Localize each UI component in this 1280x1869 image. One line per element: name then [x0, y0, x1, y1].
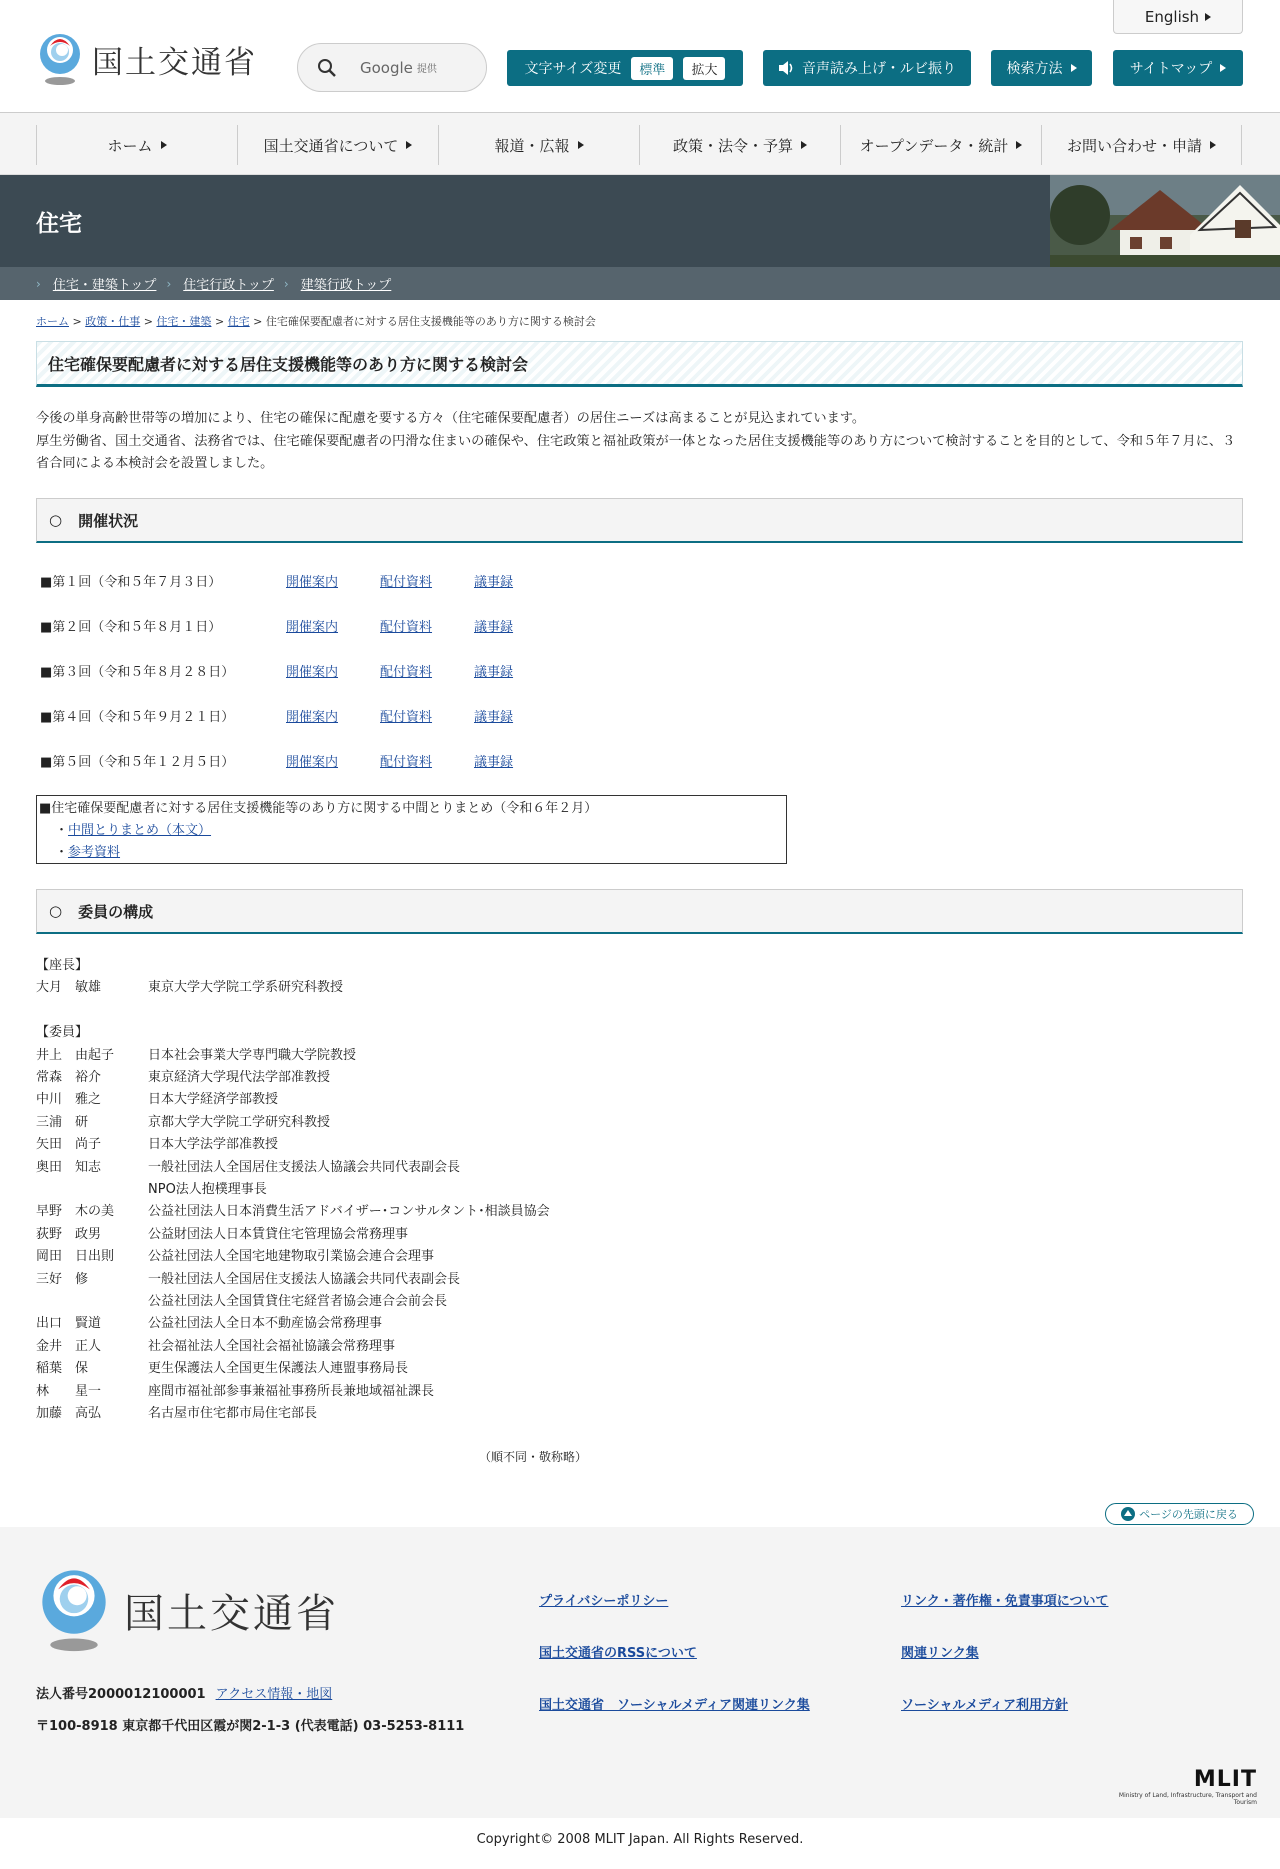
breadcrumb-home[interactable]: ホーム [36, 315, 69, 328]
mlit-wordmark-sub: Ministry of Land, Infrastructure, Transport and Tourism [1118, 1792, 1257, 1806]
member-name: 金井 正人 [36, 1338, 102, 1354]
intro-text [36, 408, 1243, 476]
mlit-wordmark-logo [1101, 1767, 1257, 1806]
gnav-item-press[interactable] [438, 125, 639, 165]
site-header [0, 0, 1280, 112]
arrow-right-icon [578, 141, 584, 149]
gnav-item-home[interactable] [36, 125, 237, 165]
member-name: 三浦 研 [36, 1114, 89, 1130]
member-affiliation: NPO法人抱樸理事長 [148, 1182, 267, 1198]
member-rows [36, 1045, 550, 1426]
english-label: English [1144, 7, 1200, 26]
meeting-notice-link[interactable]: 開催案内 [286, 665, 339, 680]
breadcrumb-sep: > [214, 315, 225, 328]
member-row [36, 1358, 550, 1380]
member-affiliation: 日本大学経済学部教授 [148, 1092, 279, 1108]
gnav-item-about[interactable] [237, 125, 438, 165]
search-provided-label: 提供 [416, 64, 437, 75]
chevron-right-icon: › [166, 276, 172, 291]
arrow-right-icon [1071, 64, 1077, 72]
footer-logo-text: 国土交通省 [124, 1590, 339, 1637]
gnav-label: 報道・広報 [494, 136, 570, 155]
gnav-label: ホーム [107, 136, 153, 155]
subnav-link-building-admin[interactable]: 建築行政トップ [300, 278, 392, 293]
footer-logo[interactable] [36, 1567, 339, 1653]
member-row [36, 1112, 550, 1134]
member-affiliation: 一般社団法人全国居住支援法人協議会共同代表副会長 [148, 1271, 461, 1287]
arrow-right-icon [406, 141, 412, 149]
member-affiliation: 公益社団法人全日本不動産協会常務理事 [148, 1316, 383, 1332]
font-size-large-button[interactable]: 拡大 [683, 57, 725, 80]
privacy-policy-link[interactable]: プライバシーポリシー [539, 1594, 669, 1609]
back-to-top-button[interactable] [1105, 1503, 1254, 1525]
english-button[interactable] [1113, 0, 1243, 34]
member-name: 稲葉 保 [36, 1361, 89, 1377]
meeting-row [40, 751, 555, 770]
sitemap-label: サイトマップ [1129, 61, 1213, 77]
arrow-right-icon [801, 141, 807, 149]
chevron-right-icon: › [36, 276, 41, 291]
section-heading-status [36, 498, 1243, 543]
members-heading: 【委員】 [36, 1025, 89, 1041]
meeting-label: ■第１回（令和５年７月３日） [40, 575, 222, 590]
member-row [36, 1246, 550, 1268]
member-name: 岡田 日出則 [36, 1249, 115, 1265]
meeting-minutes-link[interactable]: 議事録 [474, 575, 514, 590]
spacer [36, 1000, 550, 1022]
member-name: 三好 修 [36, 1271, 89, 1287]
member-name: 井上 由起子 [36, 1047, 115, 1063]
arrow-right-icon [1220, 64, 1226, 72]
sitemap-button[interactable] [1113, 50, 1243, 86]
bullet-dot: ・ [55, 845, 69, 860]
member-row [36, 1224, 550, 1246]
search-icon[interactable] [316, 57, 338, 79]
member-affiliation: 社会福祉法人全国社会福祉協議会常務理事 [148, 1338, 396, 1354]
meeting-materials-link[interactable]: 配付資料 [380, 755, 433, 770]
back-to-top-label: ページの先頭に戻る [1139, 1508, 1238, 1521]
subnav-link-housing-admin[interactable]: 住宅行政トップ [183, 278, 274, 293]
member-affiliation: 一般社団法人全国居住支援法人協議会共同代表副会長 [148, 1159, 461, 1175]
meeting-label: ■第２回（令和５年８月１日） [40, 620, 222, 635]
chair-heading: 【座長】 [36, 958, 89, 973]
meeting-notice-link[interactable]: 開催案内 [286, 755, 339, 770]
member-affiliation: 名古屋市住宅都市局住宅部長 [148, 1406, 318, 1422]
member-name: 大月 敏雄 [36, 980, 102, 996]
member-name: 常森 裕介 [36, 1070, 102, 1086]
search-method-button[interactable] [991, 50, 1092, 86]
member-name: 加藤 高弘 [36, 1406, 102, 1422]
house-photo [1050, 175, 1280, 267]
member-row [36, 1179, 550, 1201]
member-row [36, 1403, 550, 1425]
summary-item [39, 820, 786, 842]
social-media-links-link[interactable]: 国土交通省 ソーシャルメディア関連リンク集 [539, 1698, 810, 1713]
site-search-box[interactable] [297, 43, 487, 92]
gnav-label: お問い合わせ・申請 [1066, 136, 1202, 155]
meeting-notice-link[interactable]: 開催案内 [286, 575, 339, 590]
summary-title: ■住宅確保要配慮者に対する居住支援機能等のあり方に関する中間とりまとめ（令和６年２月） [39, 801, 598, 816]
breadcrumb-housing[interactable]: 住宅 [227, 315, 250, 328]
member-affiliation: 公益社団法人日本消費生活アドバイザー･コンサルタント･相談員協会 [148, 1204, 550, 1220]
footer-address: 〒100-8918 東京都千代田区霞が関2-1-3 (代表電話) 03-5253-8111 [36, 1719, 465, 1734]
mlit-emblem-icon [36, 1567, 112, 1653]
search-method-label: 検索方法 [1006, 61, 1063, 77]
meeting-materials-link[interactable]: 配付資料 [380, 620, 433, 635]
summary-reference-link[interactable]: 参考資料 [68, 845, 121, 860]
arrow-right-icon [1016, 141, 1022, 149]
logo-text: 国土交通省 [92, 44, 257, 81]
meeting-row [40, 661, 555, 680]
arrow-right-icon [1205, 13, 1211, 21]
meeting-row [40, 706, 555, 725]
speaker-icon [778, 61, 794, 75]
meeting-label: ■第３回（令和５年８月２８日） [40, 665, 235, 680]
copyright: Copyright© 2008 MLIT Japan. All Rights Reserved. [0, 1818, 1280, 1869]
meeting-notice-link[interactable]: 開催案内 [286, 620, 339, 635]
member-affiliation: 東京経済大学現代法学部准教授 [148, 1070, 331, 1086]
member-affiliation: 座間市福祉部参事兼福祉事務所長兼地域福祉課長 [148, 1383, 435, 1399]
meeting-minutes-link[interactable]: 議事録 [474, 710, 514, 725]
section-title: 委員の構成 [78, 902, 154, 921]
font-size-standard-button[interactable]: 標準 [631, 57, 673, 80]
access-map-link[interactable]: アクセス情報・地図 [215, 1687, 333, 1702]
search-engine-label: Google [360, 58, 413, 77]
gnav-item-policy[interactable] [639, 125, 840, 165]
text-to-speech-button[interactable] [763, 50, 971, 86]
copyright-disclaimer-link[interactable]: リンク・著作権・免責事項について [901, 1594, 1109, 1609]
section-title: 開催状況 [78, 511, 139, 530]
arrow-right-icon [161, 141, 167, 149]
font-size-label: 文字サイズ変更 [524, 61, 622, 77]
interim-summary-box [36, 795, 787, 864]
member-row [36, 1089, 550, 1111]
member-affiliation: 京都大学大学院工学研究科教授 [148, 1114, 331, 1130]
social-media-policy-link[interactable]: ソーシャルメディア利用方針 [901, 1698, 1069, 1713]
member-affiliation: 公益財団法人日本賃貸住宅管理協会常務理事 [148, 1226, 409, 1242]
arrow-right-icon [1210, 141, 1216, 149]
arrow-up-icon [1121, 1507, 1135, 1521]
summary-item [39, 842, 786, 864]
section-heading-members [36, 889, 1243, 934]
meeting-materials-link[interactable]: 配付資料 [380, 665, 433, 680]
breadcrumb-sep: > [253, 315, 263, 328]
gnav-label: オープンデータ・統計 [859, 136, 1009, 155]
breadcrumb-sep: > [143, 315, 153, 328]
gnav-label: 国土交通省について [263, 136, 399, 155]
chevron-right-icon: › [283, 276, 289, 291]
member-name: 矢田 尚子 [36, 1137, 102, 1153]
subnav-link-housing-top[interactable]: 住宅・建築トップ [52, 278, 157, 293]
breadcrumb-policy[interactable]: 政策・仕事 [85, 315, 141, 328]
member-name: 出口 賢道 [36, 1316, 102, 1332]
member-name [36, 1291, 148, 1313]
member-row [36, 1157, 550, 1179]
gnav-item-contact[interactable] [1041, 125, 1242, 165]
member-name: 奥田 知志 [36, 1159, 102, 1175]
member-affiliation: 公益社団法人全国宅地建物取引業協会連合会理事 [148, 1249, 435, 1265]
font-size-switcher [507, 50, 743, 86]
meeting-notice-link[interactable]: 開催案内 [286, 710, 339, 725]
mlit-emblem-icon [36, 32, 84, 86]
intro-paragraph: 今後の単身高齢世帯等の増加により、住宅の確保に配慮を要する方々（住宅確保要配慮者）の居住ニーズは高まることが見込まれています。 [36, 411, 866, 426]
global-nav [0, 112, 1280, 175]
member-row [36, 1313, 550, 1335]
meeting-row [40, 571, 555, 590]
order-note: （順不同・敬称略） [479, 1450, 588, 1464]
member-row [36, 1269, 550, 1291]
member-row [36, 1067, 550, 1089]
meeting-row [40, 616, 555, 635]
mlit-wordmark: MLIT [1193, 1767, 1257, 1792]
category-banner [0, 175, 1280, 267]
member-name: 中川 雅之 [36, 1092, 102, 1108]
related-links-link[interactable]: 関連リンク集 [901, 1646, 979, 1661]
member-affiliation: 東京大学大学院工学系研究科教授 [148, 980, 344, 996]
member-name: 荻野 政男 [36, 1226, 102, 1242]
member-affiliation: 日本大学法学部准教授 [148, 1137, 279, 1153]
tts-label: 音声読み上げ・ルビ振り [802, 61, 956, 77]
breadcrumb-sep: > [72, 315, 82, 328]
member-name: 早野 木の美 [36, 1204, 115, 1220]
meeting-minutes-link[interactable]: 議事録 [474, 755, 514, 770]
sub-nav [0, 267, 1280, 300]
member-row [36, 1291, 550, 1313]
corporate-number [36, 1683, 332, 1702]
member-name: 林 星一 [36, 1383, 102, 1399]
member-name [36, 1179, 148, 1201]
summary-main-text-link[interactable]: 中間とりまとめ（本文） [68, 823, 212, 838]
meeting-materials-link[interactable]: 配付資料 [380, 575, 433, 590]
site-footer [0, 1527, 1280, 1818]
rss-link[interactable]: 国土交通省のRSSについて [539, 1646, 697, 1661]
breadcrumb-housing-building[interactable]: 住宅・建築 [156, 315, 212, 328]
member-list [36, 955, 550, 1426]
member-affiliation: 公益社団法人全国賃貸住宅経営者協会連合会前会長 [148, 1294, 448, 1310]
bullet-dot: ・ [55, 823, 69, 838]
meeting-minutes-link[interactable]: 議事録 [474, 665, 514, 680]
banner-title: 住宅 [36, 211, 82, 237]
site-logo[interactable] [36, 30, 261, 88]
gnav-item-open-data[interactable] [840, 125, 1041, 165]
meeting-materials-link[interactable]: 配付資料 [380, 710, 433, 725]
member-row [36, 1381, 550, 1403]
member-affiliation: 更生保護法人全国更生保護法人連盟事務局長 [148, 1361, 409, 1377]
member-row [36, 1134, 550, 1156]
member-row [36, 1201, 550, 1223]
page-title: 住宅確保要配慮者に対する居住支援機能等のあり方に関する検討会 [36, 341, 1243, 387]
gnav-label: 政策・法令・予算 [672, 136, 793, 155]
meeting-label: ■第４回（令和５年９月２１日） [40, 710, 235, 725]
intro-paragraph: 厚生労働省、国土交通省、法務省では、住宅確保要配慮者の円滑な住まいの確保や、住宅政策と福祉政策が一体となった居住支援機能等のあり方について検討することを目的として、令和５年７月に、３省合同による本検討会を設置しました。 [36, 433, 1236, 471]
member-affiliation: 日本社会事業大学専門職大学院教授 [148, 1047, 357, 1063]
member-row [36, 1336, 550, 1358]
circle-bullet-icon: ○ [49, 511, 63, 529]
member-row [36, 977, 550, 999]
meeting-minutes-link[interactable]: 議事録 [474, 620, 514, 635]
breadcrumb [36, 313, 596, 329]
member-row [36, 1045, 550, 1067]
corp-number-text: 法人番号2000012100001 [36, 1687, 206, 1702]
circle-bullet-icon: ○ [49, 902, 63, 920]
breadcrumb-current: 住宅確保要配慮者に対する居住支援機能等のあり方に関する検討会 [265, 315, 596, 328]
meeting-label: ■第５回（令和５年１２月５日） [40, 755, 235, 770]
